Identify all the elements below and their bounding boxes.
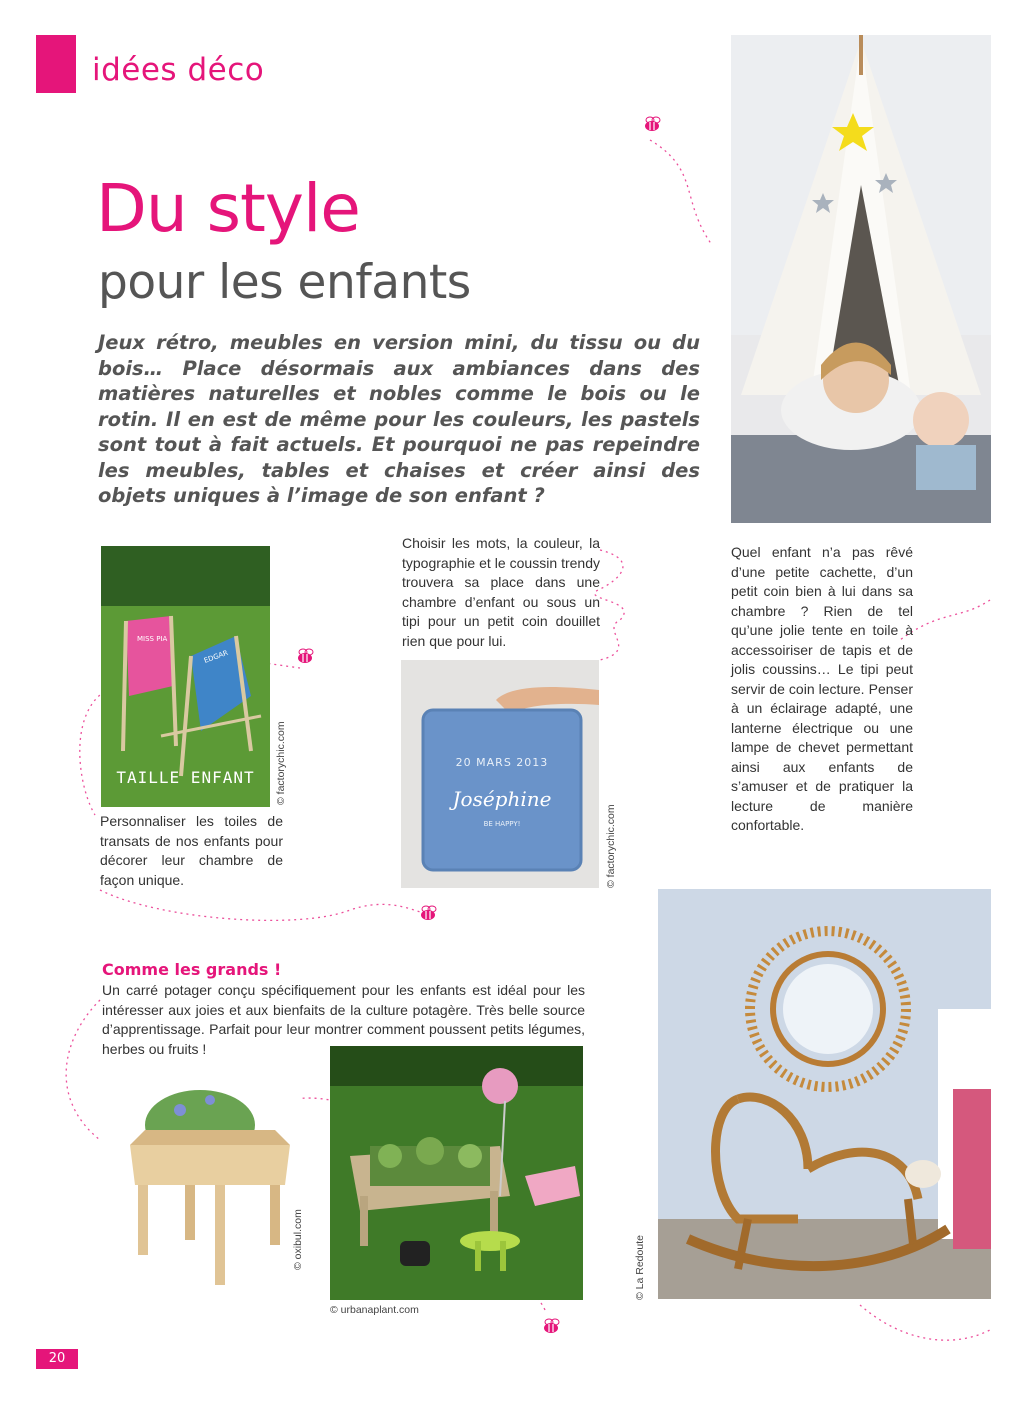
pillow-tag: BE HAPPY!: [483, 820, 521, 828]
pillow-date: 20 MARS 2013: [455, 756, 549, 769]
photo-tipi: [731, 35, 991, 523]
caption-transats: Personnaliser les toiles de transats de nos enfants pour décorer leur chambre de façon unique.: [100, 813, 283, 888]
photo-credit: © oxibul.com: [292, 1209, 304, 1270]
caption-coussin: Choisir les mots, la couleur, la typographie et le coussin trendy trouvera sa place dans une chambre d’enfant ou sous un tipi pour un petit coin douillet rien que pour lui.: [402, 535, 600, 649]
section-body: Un carré potager conçu spécifiquement pour les enfants est idéal pour les intéresser aux joies et aux bienfaits de la culture potagère. Très belle source d’apprentissage. Parfait pour leur montrer comment poussent petits légumes, herbes ou fruits !: [102, 982, 585, 1057]
photo-overlay-text: TAILLE ENFANT: [116, 768, 255, 787]
photo-credit: © factorychic.com: [275, 721, 287, 805]
bee-icon: [544, 1319, 559, 1333]
caption-tipi: Quel enfant n’a pas rêvé d’une petite cachette, d’un petit coin bien à lui dans sa chambre ? Rien de tel qu’une jolie tente en toile à accessoiriser de tapis et de jolis coussins… Le tipi peut servir de coin lecture. Penser à un éclairage adapté, une lanterne électrique ou une lampe de chevet permettant ainsi aux enfants de s’amuser et de pratiquer la lecture de manière confortable.: [731, 544, 913, 833]
photo-rocking-chair: [658, 889, 991, 1299]
bee-icon: [298, 649, 313, 663]
intro-paragraph: Jeux rétro, meubles en version mini, du tissu ou du bois… Place désormais aux ambiances dans des matières naturelles et nobles comme le bois ou le rotin. Il en est de même pour les couleurs, les pastels sont tout à fait actuels. Et pourquoi ne pas repeindre les meubles, tables et chaises et créer ainsi des objets uniques à l’image de son enfant ?: [98, 331, 700, 507]
photo-pillow: [401, 660, 599, 888]
page-number: 20: [36, 1349, 78, 1369]
page-title: Du style: [96, 170, 360, 247]
pillow-name: Joséphine: [452, 787, 552, 811]
chair-label-1: MISS PIA: [137, 635, 168, 643]
photo-credit: © factorychic.com: [605, 804, 617, 888]
photo-credit: © La Redoute: [634, 1235, 646, 1300]
bee-icon: [421, 906, 436, 920]
photo-deck-chairs: [101, 546, 270, 807]
photo-wooden-planter: [100, 1085, 300, 1290]
section-title: idées déco: [92, 52, 265, 88]
section-heading: Comme les grands !: [102, 960, 282, 979]
chair-label-2: EDGAR: [202, 648, 230, 665]
page-subtitle: pour les enfants: [98, 255, 471, 310]
photo-garden-planter: [330, 1046, 583, 1300]
bee-icon: [645, 117, 660, 131]
photo-credit: © urbanaplant.com: [330, 1304, 419, 1316]
